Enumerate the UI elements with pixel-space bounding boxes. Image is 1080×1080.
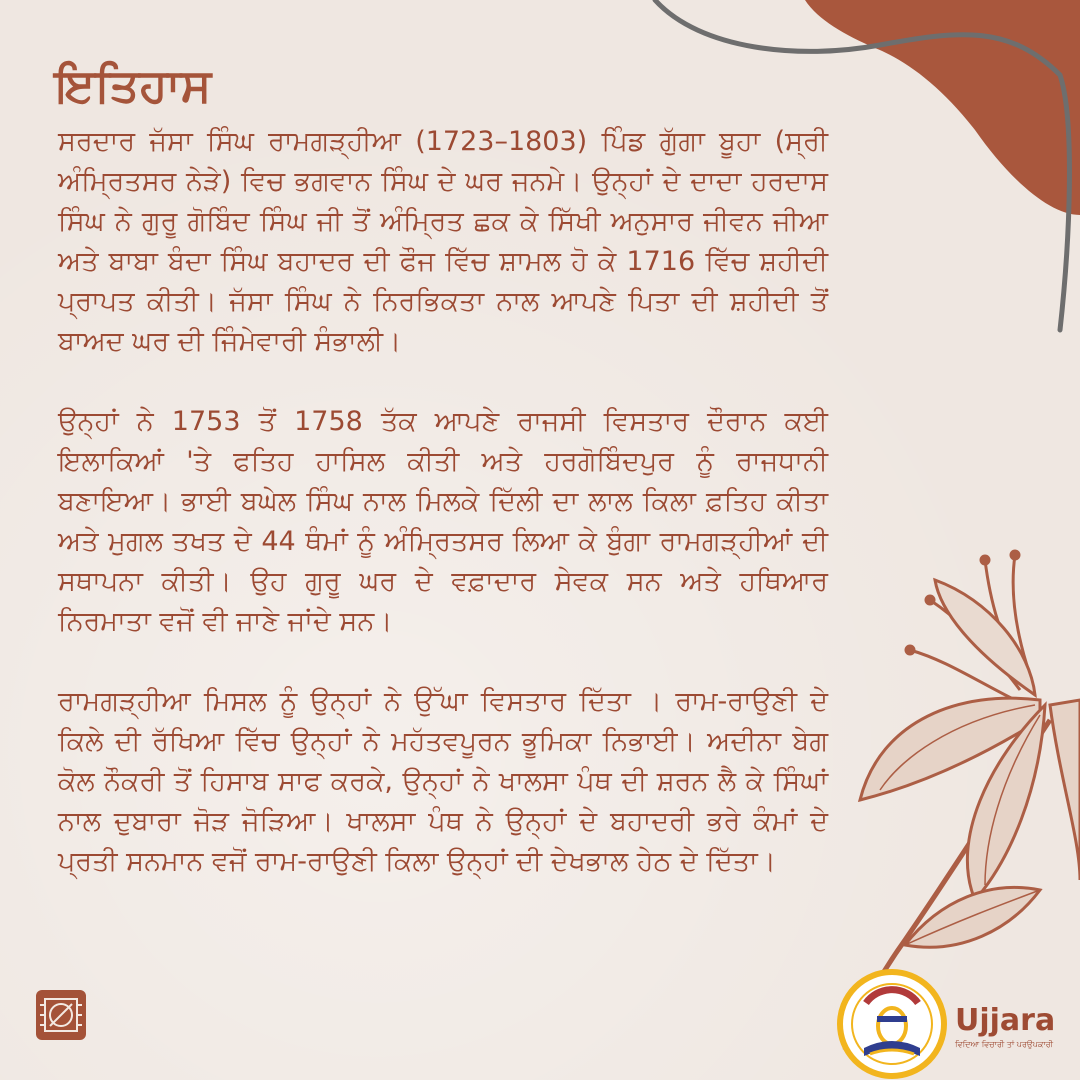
brand-tagline: ਵਿਦਿਆ ਵਿਚਾਰੀ ਤਾਂ ਪਰਉਪਕਾਰੀ xyxy=(955,1040,1053,1049)
article-body xyxy=(58,122,828,922)
brand-name: Ujjara xyxy=(955,1003,1056,1038)
page-title: ਇਤਿਹਾਸ xyxy=(55,58,212,112)
emblem-icon xyxy=(36,990,86,1040)
ujjara-seal-logo xyxy=(836,968,948,1080)
brand-block xyxy=(955,1004,1080,1052)
paragraph-3: ਰਾਮਗੜ੍ਹੀਆ ਮਿਸਲ ਨੂੰ ਉਨ੍ਹਾਂ ਨੇ ਉੱਘਾ ਵਿਸਤਾਰ ਦਿੱਤਾ । ਰਾਮ-ਰਾਉਣੀ ਦੇ ਕਿਲੇ ਦੀ ਰੱਖਿਆ ਵਿੱਚ ਉਨ੍ਹਾਂ ਨੇ ਮਹੱਤਵਪੂਰਨ ਭੂਮਿਕਾ ਨਿਭਾਈ। ਅਦੀਨਾ ਬੇਗ ਕੋਲ ਨੌਕਰੀ ਤੋਂ ਹਿਸਾਬ ਸਾਫ ਕਰਕੇ, ਉਨ੍ਹਾਂ ਨੇ ਖਾਲਸਾ ਪੰਥ ਦੀ ਸ਼ਰਨ ਲੈ ਕੇ ਸਿੰਘਾਂ ਨਾਲ ਦੁਬਾਰਾ ਜੋੜ ਜੋੜਿਆ। ਖਾਲਸਾ ਪੰਥ ਨੇ ਉਨ੍ਹਾਂ ਦੇ ਬਹਾਦਰੀ ਭਰੇ ਕੰਮਾਂ ਦੇ ਪ੍ਰਤੀ ਸਨਮਾਨ ਵਜੋਂ ਰਾਮ-ਰਾਉਣੀ ਕਿਲਾ ਉਨ੍ਹਾਂ ਦੀ ਦੇਖਭਾਲ ਹੇਠ ਦੇ ਦਿੱਤਾ। xyxy=(58,686,828,877)
paragraph-2: ਉਨ੍ਹਾਂ ਨੇ 1753 ਤੋਂ 1758 ਤੱਕ ਆਪਣੇ ਰਾਜਸੀ ਵਿਸਤਾਰ ਦੌਰਾਨ ਕਈ ਇਲਾਕਿਆਂ 'ਤੇ ਫਤਿਹ ਹਾਸਿਲ ਕੀਤੀ ਅਤੇ ਹਰਗੋਬਿੰਦਪੁਰ ਨੂੰ ਰਾਜਧਾਨੀ ਬਣਾਇਆ। ਭਾਈ ਬਘੇਲ ਸਿੰਘ ਨਾਲ ਮਿਲਕੇ ਦਿੱਲੀ ਦਾ ਲਾਲ ਕਿਲਾ ਫ਼ਤਿਹ ਕੀਤਾ ਅਤੇ ਮੁਗਲ ਤਖਤ ਦੇ 44 ਥੰਮਾਂ ਨੂੰ ਅੰਮ੍ਰਿਤਸਰ ਲਿਆ ਕੇ ਬੁੰਗਾ ਰਾਮਗੜ੍ਹੀਆਂ ਦੀ ਸਥਾਪਨਾ ਕੀਤੀ। ਉਹ ਗੁਰੂ ਘਰ ਦੇ ਵਫ਼ਾਦਾਰ ਸੇਵਕ ਸਨ ਅਤੇ ਹਥਿਆਰ ਨਿਰਮਾਤਾ ਵਜੋਂ ਵੀ ਜਾਣੇ ਜਾਂਦੇ ਸਨ। xyxy=(58,406,828,637)
paragraph-1: ਸਰਦਾਰ ਜੱਸਾ ਸਿੰਘ ਰਾਮਗੜ੍ਹੀਆ (1723–1803) ਪਿੰਡ ਗੁੱਗਾ ਬੂਹਾ (ਸ੍ਰੀ ਅੰਮ੍ਰਿਤਸਰ ਨੇੜੇ) ਵਿਚ ਭਗਵਾਨ ਸਿੰਘ ਦੇ ਘਰ ਜਨਮੇ। ਉਨ੍ਹਾਂ ਦੇ ਦਾਦਾ ਹਰਦਾਸ ਸਿੰਘ ਨੇ ਗੁਰੂ ਗੋਬਿੰਦ ਸਿੰਘ ਜੀ ਤੋਂ ਅੰਮ੍ਰਿਤ ਛਕ ਕੇ ਸਿੱਖੀ ਅਨੁਸਾਰ ਜੀਵਨ ਜੀਆ ਅਤੇ ਬਾਬਾ ਬੰਦਾ ਸਿੰਘ ਬਹਾਦਰ ਦੀ ਫੌਜ ਵਿੱਚ ਸ਼ਾਮਲ ਹੋ ਕੇ 1716 ਵਿੱਚ ਸ਼ਹੀਦੀ ਪ੍ਰਾਪਤ ਕੀਤੀ। ਜੱਸਾ ਸਿੰਘ ਨੇ ਨਿਰਭਿਕਤਾ ਨਾਲ ਆਪਣੇ ਪਿਤਾ ਦੀ ਸ਼ਹੀਦੀ ਤੋਂ ਬਾਅਦ ਘਰ ਦੀ ਜਿੰਮੇਵਾਰੀ ਸੰਭਾਲੀ। xyxy=(58,126,828,357)
